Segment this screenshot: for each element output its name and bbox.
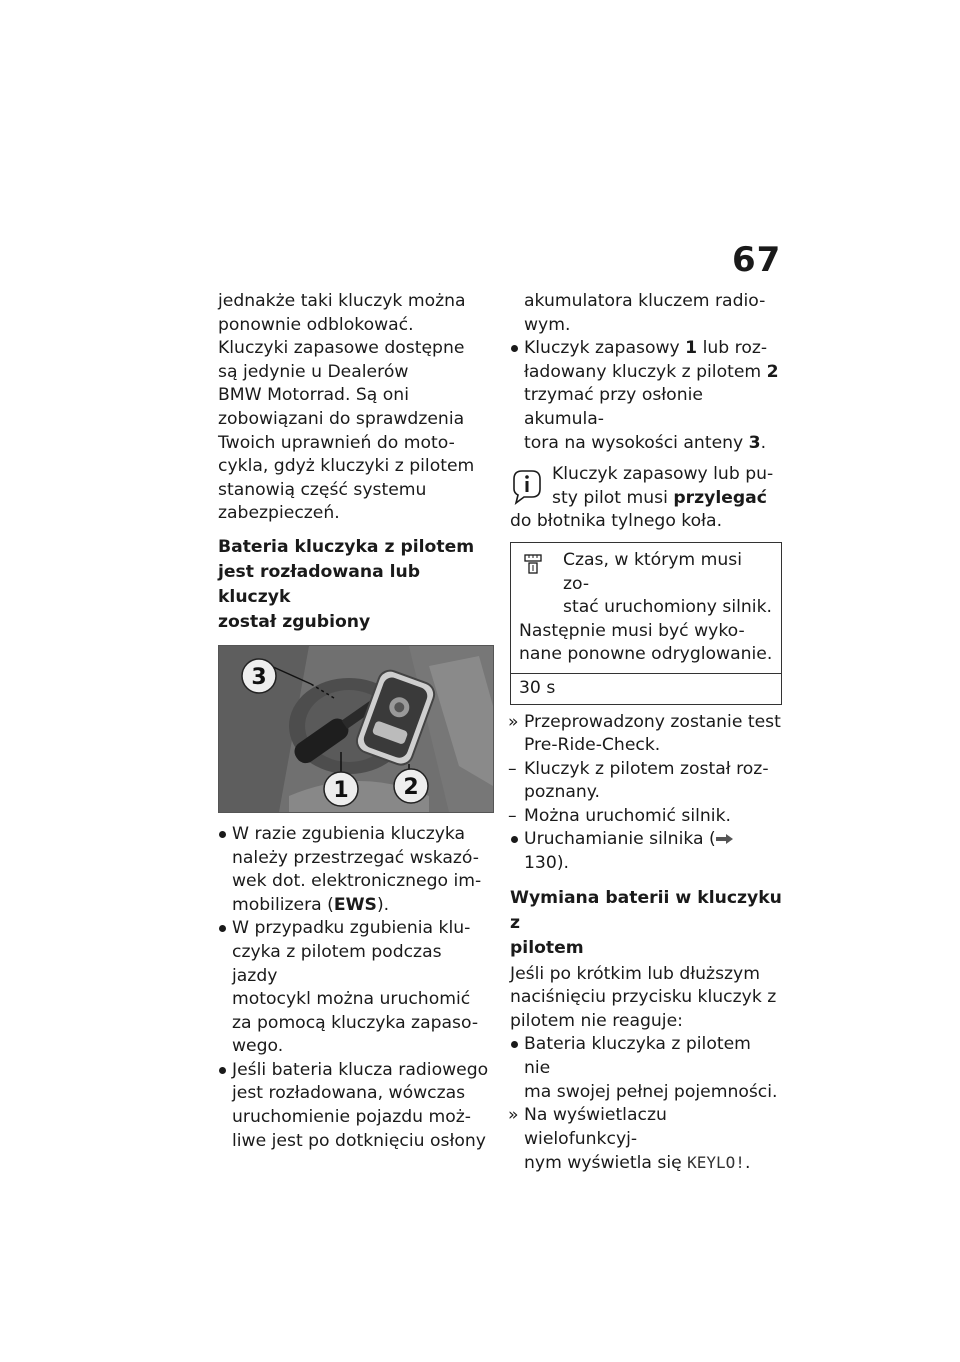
left-column xyxy=(218,290,490,1153)
bullet-continuation: akumulatora kluczem radio- wym. xyxy=(524,291,766,335)
intro-paragraph: jednakże taki kluczyk można ponownie odblokować. Kluczyki zapasowe dostępne są jedynie u Dealerów BMW Motorrad. Są oni zobowiązani do sprawdzenia Twoich uprawnień do moto- cykla, gdyż kluczyki z pilotem stanowią część systemu zabezpieczeń. xyxy=(218,291,475,524)
section-heading: Bateria kluczyka z pilotem jest rozładowana lub kluczyk został zgubiony xyxy=(218,536,475,632)
key-fob-figure xyxy=(218,645,494,813)
dash-icon: – xyxy=(508,805,517,826)
page-reference-link[interactable]: 130 xyxy=(524,853,557,874)
section-heading: Wymiana baterii w kluczyku z pilotem xyxy=(510,887,782,958)
result-arrow-icon: » xyxy=(508,1105,519,1126)
page-number: 67 xyxy=(732,240,782,280)
key-fob-illustration xyxy=(219,646,493,812)
info-note: Kluczyk zapasowy lub pu- sty pilot musi przylegać do błotnika tylnego koła. xyxy=(510,464,774,532)
result-item: » Przeprowadzony zostanie test Pre-Ride-Check. xyxy=(508,711,781,756)
bullet-item: W przypadku zgubienia klu- czyka z pilotem podczas jazdy motocykl można uruchomić za pomocą kluczyka zapaso- wego. xyxy=(232,918,479,1057)
dash-icon: – xyxy=(508,758,517,779)
wrench-ruler-icon xyxy=(523,553,543,575)
callout-1-label: 1 xyxy=(333,777,349,803)
dash-item: – Kluczyk z pilotem został roz- poznany. xyxy=(508,758,769,803)
bullet-item: Uruchamianie silnika ( 130). xyxy=(510,828,782,875)
bullet-item: W razie zgubienia kluczyka należy przestrzegać wskazó- wek dot. elektronicznego im- mobilizera (EWS). xyxy=(232,823,482,915)
display-message: KEYLO! xyxy=(687,1153,745,1173)
bullet-item: Jeśli bateria klucza radiowego jest rozładowana, wówczas uruchomienie pojazdu moż- liwe jest po dotknięciu osłony xyxy=(232,1059,489,1151)
dash-item: – Można uruchomić silnik. xyxy=(510,805,782,829)
bullet-item: Kluczyk zapasowy 1 lub roz- ładowany kluczyk z pilotem 2 trzymać przy osłonie akumula- tora na wysokości anteny 3. xyxy=(524,338,779,453)
technical-data-box: Czas, w którym musi zo- stać uruchomiony silnik. Następnie musi być wyko- nane ponowne odryglowanie. 30 s xyxy=(510,542,782,705)
bullet-item: Bateria kluczyka z pilotem nie ma swojej pełnej pojemności. xyxy=(524,1034,778,1102)
result-item: » Na wyświetlaczu wielofunkcyj- nym wyświetla się KEYLO!. xyxy=(508,1105,751,1174)
right-column xyxy=(510,290,782,1176)
technical-value: 30 s xyxy=(511,673,781,704)
page-reference-arrow-icon xyxy=(716,833,734,845)
body-paragraph: Jeśli po krótkim lub dłuższym naciśnięciu przycisku kluczyk z pilotem nie reaguje: xyxy=(510,963,777,1031)
info-icon xyxy=(510,467,544,505)
callout-2-label: 2 xyxy=(403,774,419,800)
callout-3-label: 3 xyxy=(251,664,267,690)
result-arrow-icon: » xyxy=(508,711,519,732)
